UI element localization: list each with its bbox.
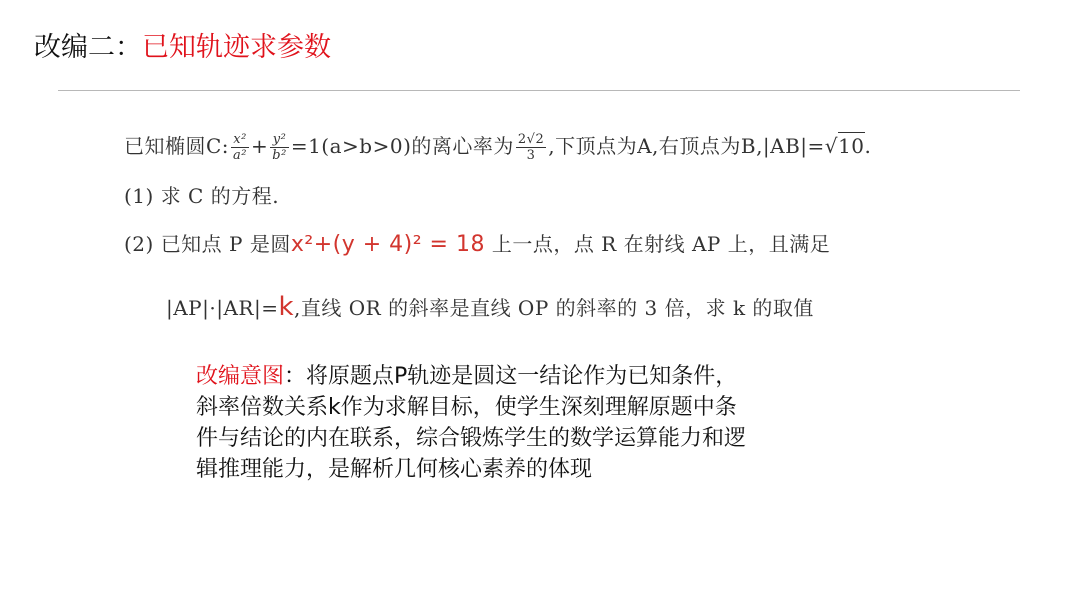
period: .	[864, 134, 872, 158]
fraction-eccentricity: $\frac{2√2}{3}$	[517, 132, 545, 163]
problem-part-2-condition	[166, 292, 814, 322]
vertices-text: ,下顶点为A,右顶点为B,|AB|=√	[548, 134, 839, 158]
fraction-x-over-a: $\frac{\text{x²}}{\text{a²}}$	[233, 132, 248, 163]
title-prefix: 改编二：	[34, 32, 142, 63]
problem-part-1: (1) 求 C 的方程.	[124, 184, 280, 208]
k-variable: k	[278, 292, 295, 322]
intent-line-4: 辑推理能力，是解析几何核心素养的体现	[196, 457, 593, 482]
eccentricity-text: =1(a>b>0)的离心率为	[290, 134, 514, 158]
problem-part-2	[124, 228, 830, 257]
title-divider	[58, 90, 1020, 91]
sqrt-value: 10	[838, 134, 865, 158]
circle-equation: x²+(y + 4)² = 18	[290, 232, 485, 257]
part2-end: 上一点，点 R 在射线 AP 上，且满足	[484, 232, 831, 256]
ellipse-intro: 已知椭圆C:	[124, 134, 230, 158]
intent-label: 改编意图	[196, 364, 285, 389]
plus-sign: +	[251, 134, 269, 158]
part2-start: (2) 已知点 P 是圆	[124, 232, 291, 256]
adaptation-intent	[196, 361, 916, 485]
slide-title	[34, 28, 331, 68]
title-highlight: 已知轨迹求参数	[142, 32, 331, 63]
fraction-y-over-b: $\frac{\text{y²}}{\text{b²}}$	[272, 132, 287, 163]
intent-line-1: 改编意图：将原题点P轨迹是圆这一结论作为已知条件，	[196, 364, 738, 389]
intent-line-3: 件与结论的内在联系，综合锻炼学生的数学运算能力和逻	[196, 426, 747, 451]
problem-line-1	[124, 130, 871, 163]
condition-start: |AP|·|AR|=	[166, 296, 279, 320]
intent-line-2: 斜率倍数关系k作为求解目标，使学生深刻理解原题中条	[196, 395, 737, 420]
condition-end: ,直线 OR 的斜率是直线 OP 的斜率的 3 倍，求 k 的取值	[294, 296, 814, 320]
